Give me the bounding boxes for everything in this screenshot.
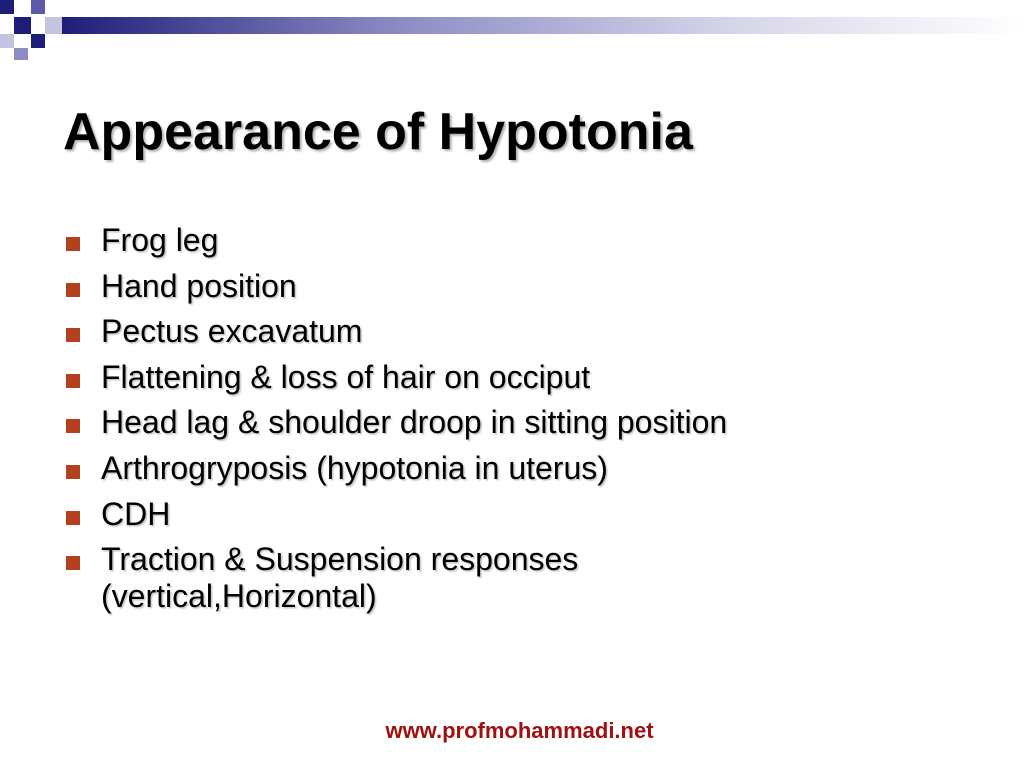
header-square [31,34,45,48]
bullet-text: Arthrogryposis (hypotonia in uterus) [101,449,608,486]
footer-website: www.profmohammadi.net [385,718,654,743]
bullet-item [64,496,964,533]
bullet-text: CDH [101,495,171,532]
bullet-item [64,541,711,615]
bullet-item [64,313,964,350]
header-square [0,0,14,14]
bullet-text: Hand position [101,267,297,304]
header-square [14,0,31,17]
header-square [31,17,45,31]
bullet-item [64,404,964,441]
header-square [31,0,45,14]
slide-title: Appearance of Hypotonia [63,103,693,161]
header-square [14,17,31,34]
bullet-item [64,222,964,259]
header-band [0,0,1024,60]
bullet-item [64,268,964,305]
header-square [14,48,28,60]
bullet-text: Pectus excavatum [101,313,363,350]
square-bullet-icon [66,556,80,570]
header-gradient-bar [62,17,1024,34]
header-square [0,34,14,48]
square-bullet-icon [66,328,80,342]
bullet-item [64,359,964,396]
bullet-text: Frog leg [101,222,219,258]
bullet-list [64,222,964,624]
square-bullet-icon [66,465,80,479]
square-bullet-icon [66,283,80,297]
square-bullet-icon [66,419,80,433]
bullet-text: Traction & Suspension responses (vertical,Horizontal) [101,541,579,615]
header-square [45,17,62,34]
bullet-text: Head lag & shoulder droop in sitting position [101,404,728,441]
header-square [45,0,62,17]
bullet-text: Flattening & loss of hair on occiput [101,358,591,395]
square-bullet-icon [66,374,80,388]
square-bullet-icon [66,237,80,251]
bullet-item [64,450,964,487]
square-bullet-icon [66,511,80,525]
